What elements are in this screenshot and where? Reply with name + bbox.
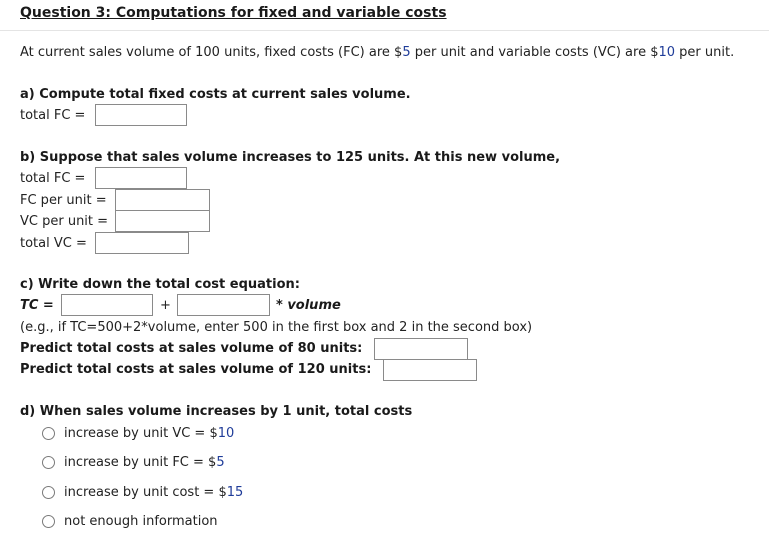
radio-button[interactable] — [42, 486, 55, 499]
predict-80-input[interactable] — [374, 338, 468, 360]
intro-fc-value: 5 — [402, 45, 411, 60]
intro-part-1: At current sales volume of 100 units, fixed costs (FC) are $ — [20, 45, 403, 60]
option-label: increase by unit cost = $ — [64, 485, 227, 500]
predict-80-label: Predict total costs at sales volume of 80 units: — [20, 341, 363, 356]
part-b-total-fc-label: total FC = — [20, 171, 86, 186]
part-b-total-fc-input[interactable] — [95, 167, 187, 189]
volume-label: * volume — [276, 298, 341, 313]
radio-button[interactable] — [42, 427, 55, 440]
option-label: not enough information — [64, 514, 218, 529]
tc-slope-input[interactable] — [177, 294, 270, 316]
option-value: 5 — [216, 455, 225, 470]
part-d-heading: d) When sales volume increases by 1 unit, total costs — [20, 404, 413, 419]
intro-text — [20, 45, 734, 60]
part-b-fc-per-unit-input[interactable] — [115, 189, 210, 211]
intro-part-2: per unit and variable costs (VC) are $ — [410, 45, 659, 60]
part-a-total-fc-input[interactable] — [95, 104, 187, 126]
intro-vc-value: 10 — [658, 45, 676, 60]
question-title: Question 3: Computations for fixed and variable costs — [20, 5, 447, 21]
part-b-vc-per-unit-label: VC per unit = — [20, 214, 109, 229]
part-a-heading: a) Compute total fixed costs at current sales volume. — [20, 87, 411, 102]
tc-intercept-input[interactable] — [61, 294, 153, 316]
plus-sign: + — [160, 298, 171, 313]
predict-120-input[interactable] — [383, 359, 477, 381]
radio-button[interactable] — [42, 456, 55, 469]
part-b-total-vc-input[interactable] — [95, 232, 189, 254]
part-c-heading: c) Write down the total cost equation: — [20, 277, 300, 292]
intro-part-3: per unit. — [675, 45, 735, 60]
tc-label: TC = — [20, 298, 54, 313]
part-b-heading: b) Suppose that sales volume increases to 125 units. At this new volume, — [20, 150, 561, 165]
predict-120-label: Predict total costs at sales volume of 120 units: — [20, 362, 372, 377]
option-value: 10 — [217, 426, 235, 441]
option-value: 15 — [226, 485, 244, 500]
example-note: (e.g., if TC=500+2*volume, enter 500 in the first box and 2 in the second box) — [20, 320, 533, 335]
part-a-total-fc-label: total FC = — [20, 108, 86, 123]
option-label: increase by unit VC = $ — [64, 426, 218, 441]
part-b-fc-per-unit-label: FC per unit = — [20, 193, 107, 208]
radio-button[interactable] — [42, 515, 55, 528]
divider — [0, 30, 769, 31]
part-b-vc-per-unit-input[interactable] — [115, 210, 210, 232]
option-label: increase by unit FC = $ — [64, 455, 217, 470]
part-b-total-vc-label: total VC = — [20, 236, 87, 251]
